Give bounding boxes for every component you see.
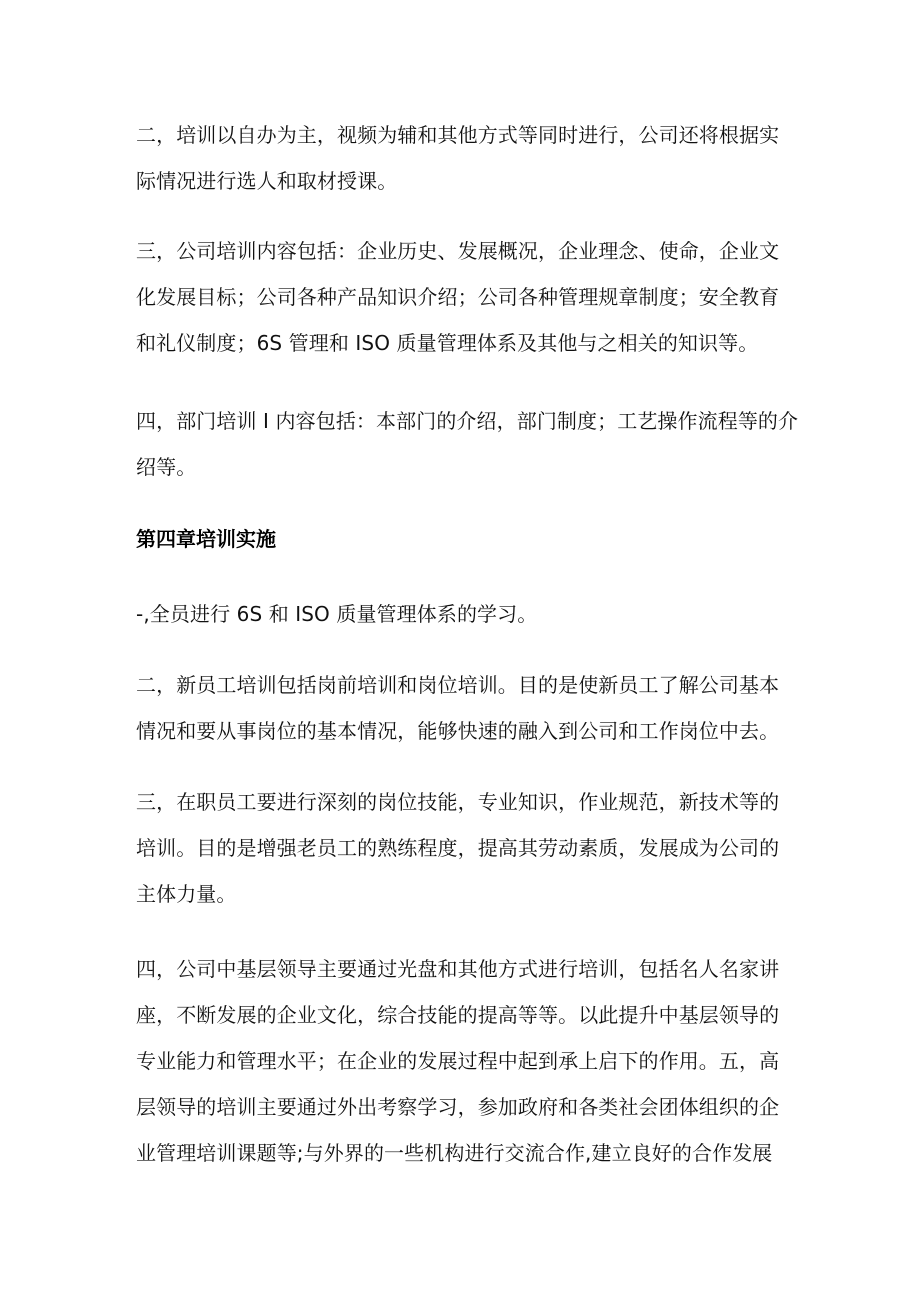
text-line: 四，部门培训 I 内容包括：本部门的介绍，部门制度；工艺操作流程等的介	[136, 409, 799, 433]
paragraph-leadership-training	[136, 946, 794, 1176]
paragraph-company-training-content	[136, 228, 794, 366]
paragraph-new-employee-training	[136, 662, 794, 754]
text-line: 际情况进行选人和取材授课。	[136, 169, 398, 193]
text-line: 三，在职员工要进行深刻的岗位技能，专业知识，作业规范，新技术等的	[136, 790, 780, 814]
text-line: 专业能力和管理水平；在企业的发展过程中起到承上启下的作用。五，高	[136, 1049, 780, 1073]
chapter-heading: 第四章培训实施	[136, 527, 276, 551]
text-line: 座，不断发展的企业文化，综合技能的提高等等。以此提升中基层领导的	[136, 1003, 780, 1027]
paragraph-department-training	[136, 398, 799, 490]
text-line: 四，公司中基层领导主要通过光盘和其他方式进行培训，包括名人名家讲	[136, 957, 780, 981]
text-line: 和礼仪制度；6S 管理和 ISO 质量管理体系及其他与之相关的知识等。	[136, 331, 759, 355]
text-line: 培训。目的是增强老员工的熟练程度，提高其劳动素质，发展成为公司的	[136, 836, 780, 860]
paragraph-training-method	[136, 112, 794, 204]
text-line: 绍等。	[136, 455, 197, 479]
text-line: 主体力量。	[136, 882, 237, 906]
text-line: 二，培训以自办为主，视频为辅和其他方式等同时进行，公司还将根据实	[136, 123, 780, 147]
paragraph-in-service-training	[136, 779, 794, 917]
text-line: 情况和要从事岗位的基本情况，能够快速的融入到公司和工作岗位中去。	[136, 719, 780, 743]
text-line: 化发展目标；公司各种产品知识介绍；公司各种管理规章制度；安全教育	[136, 285, 780, 309]
paragraph-all-staff-study	[136, 591, 794, 637]
text-line: 业管理培训课题等;与外界的一些机构进行交流合作,建立良好的合作发展	[136, 1141, 773, 1165]
text-line: 三，公司培训内容包括：企业历史、发展概况，企业理念、使命，企业文	[136, 239, 780, 263]
text-line: -,全员进行 6S 和 ISO 质量管理体系的学习。	[136, 602, 538, 626]
text-line: 层领导的培训主要通过外出考察学习，参加政府和各类社会团体组织的企	[136, 1095, 780, 1119]
text-line: 二，新员工培训包括岗前培训和岗位培训。目的是使新员工了解公司基本	[136, 673, 780, 697]
